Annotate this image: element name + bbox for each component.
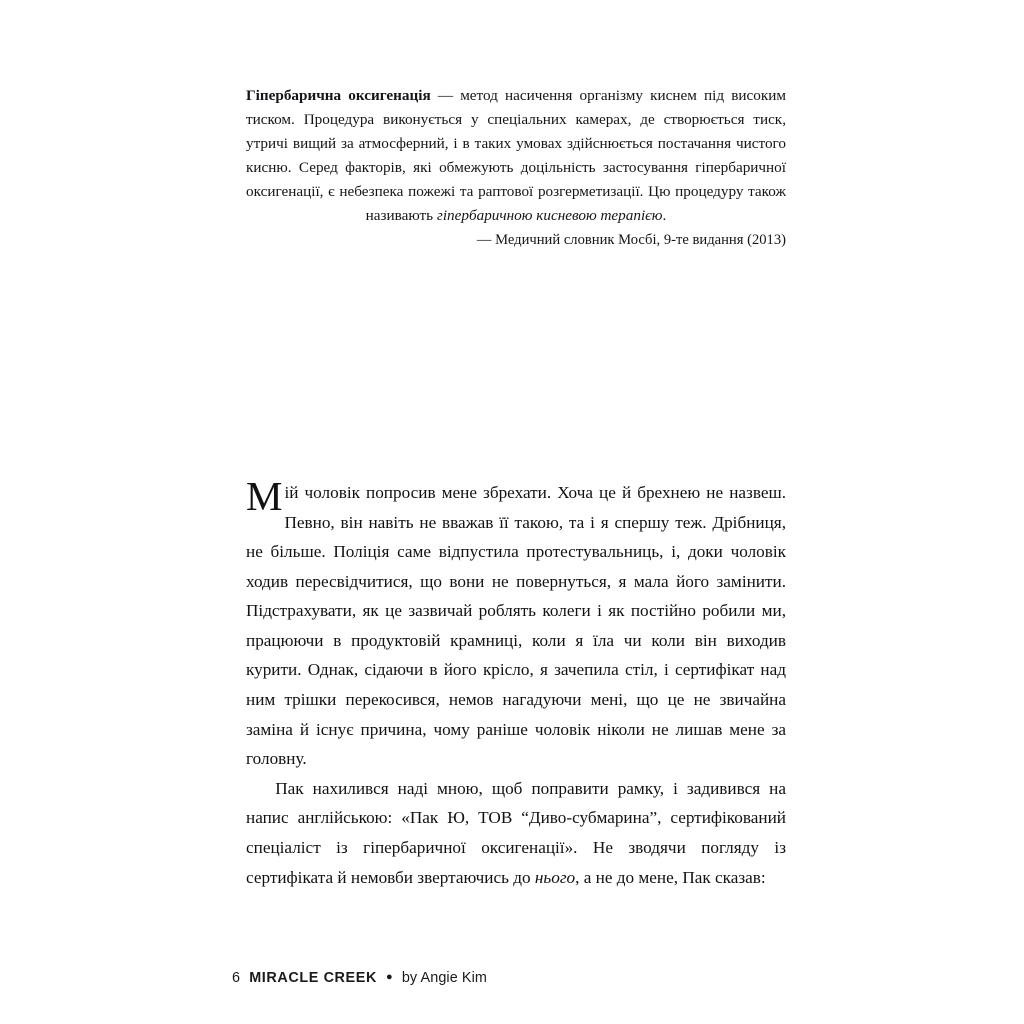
paragraph-second-text-b: , а не до мене, Пак сказав: <box>575 867 766 887</box>
epigraph-text: метод насичення організму киснем під високим тиском. Процедура виконується у спеціальних камерах, де створюється тиск, утричі вищий за атмосферний, і в таких умовах здійснюється постачання чистого кисню. Серед факторів, які обмежують доцільність застосування гіпербаричної оксигенації, є небезпека пожежі та раптової розгерметизації. Цю процедуру також називають <box>246 87 787 225</box>
footer-book-title: MIRACLE CREEK <box>249 970 377 986</box>
footer-author: by Angie Kim <box>401 970 488 986</box>
paragraph-second-italic: нього <box>534 867 576 887</box>
epigraph-block <box>246 84 786 228</box>
epigraph-italic-phrase: гіпербаричною кисневою терапією <box>436 207 663 225</box>
body-text <box>246 473 786 892</box>
paragraph-second <box>246 774 786 892</box>
page-footer <box>232 970 792 986</box>
epigraph-term: Гіпербарична оксигенація <box>246 87 431 104</box>
epigraph-attribution: — Медичний словник Мосбі, 9-те видання (2013) <box>476 232 786 248</box>
epigraph-text-end: . <box>662 207 667 225</box>
paragraph-second-text-a: Пак нахилився наді мною, щоб поправити рамку, і задивився на напис англійською: «Пак Ю, ТОВ “Диво-субмарина”, сертифікований спеціаліст із гіпербаричної оксигенації». Не зводячи погляду із сертифіката й немовби звертаючись до <box>246 778 786 887</box>
epigraph-dash: — <box>430 87 461 104</box>
paragraph-first <box>246 473 786 774</box>
paragraph-first-text: ій чоловік попросив мене збрехати. Хоча це й брехнею не назвеш. Певно, він навіть не вважав її такою, та і я спершу теж. Дрібниця, не більше. Поліція саме відпустила протестувальниць, і, доки чоловік ходив пересвідчитися, що вони не повернуться, я мала його замінити. Підстрахувати, як це зазвичай роблять колеги і як постійно робили ми, працюючи в продуктовій крамниці, коли я їла чи коли він виходив курити. Однак, сідаючи в його крісло, я зачепила стіл, і сертифікат над ним трішки перекосився, немов нагадуючи мені, що це не звичайна заміна й існує причина, чому раніше чоловік ніколи не лишав мене за головну. <box>246 483 786 769</box>
footer-separator-icon: ● <box>385 971 393 983</box>
drop-cap: М <box>246 473 283 519</box>
page-number: 6 <box>232 970 241 986</box>
